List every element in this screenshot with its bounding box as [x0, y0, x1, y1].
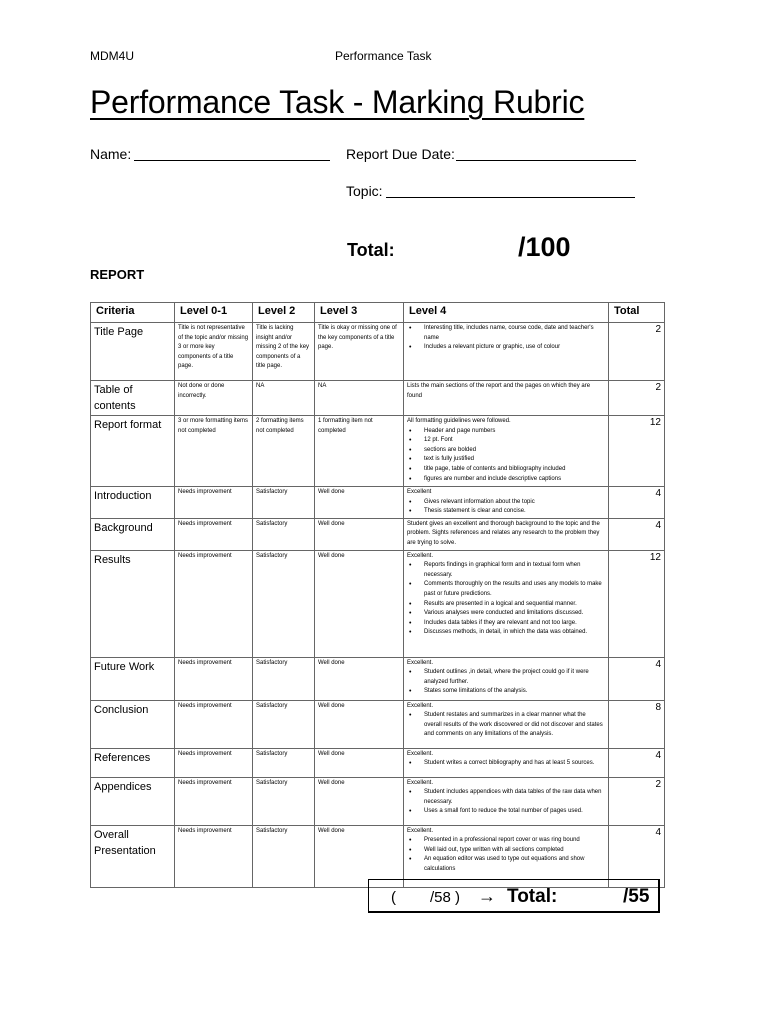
level-4-bullet-list — [407, 427, 605, 485]
level-0-1-cell: Needs improvement — [175, 700, 253, 748]
level-4-cell — [404, 381, 609, 416]
level-4-description: Excellent. — [407, 827, 434, 834]
list-item: • States some limitations of the analysis. — [407, 687, 605, 697]
list-item: • Interesting title, includes name, course code, date and teacher's name — [407, 324, 605, 343]
level-2-cell: NA — [253, 381, 315, 416]
total-cell: 8 — [609, 700, 665, 748]
level-2-cell: Satisfactory — [253, 518, 315, 550]
topic-label: Topic: — [346, 183, 383, 199]
total-cell: 4 — [609, 748, 665, 777]
level-2-cell: Title is lacking insight and/or missing 2 of the key components of a title page. — [253, 323, 315, 381]
list-item: • Thesis statement is clear and concise. — [407, 507, 605, 517]
total-label: Total: — [347, 240, 395, 260]
level-4-cell — [404, 657, 609, 700]
arrow-icon: → — [478, 886, 496, 906]
level-4-description: Student gives an excellent and thorough background to the topic and the problem. Sights references and relates any research to the problem they are trying to solve. — [407, 520, 600, 546]
total-cell: 2 — [609, 323, 665, 381]
document-type: Performance Task — [335, 49, 432, 63]
level-0-1-cell: 3 or more formatting items not completed — [175, 416, 253, 487]
level-0-1-cell: Needs improvement — [175, 777, 253, 825]
criteria-cell: Background — [91, 518, 175, 550]
column-header: Level 0-1 — [175, 303, 253, 323]
total-cell: 4 — [609, 518, 665, 550]
level-3-cell: Title is okay or missing one of the key components of a title page. — [315, 323, 404, 381]
criteria-cell: Overall Presentation — [91, 825, 175, 887]
level-4-bullet-list — [407, 324, 605, 353]
level-4-bullet-list — [407, 498, 605, 517]
criteria-cell: Results — [91, 550, 175, 657]
list-item: • Student writes a correct bibliography and has at least 5 sources. — [407, 759, 605, 769]
level-4-cell — [404, 748, 609, 777]
level-0-1-cell: Needs improvement — [175, 550, 253, 657]
level-4-description: Lists the main sections of the report and the pages on which they are found — [407, 383, 591, 399]
table-row — [91, 777, 665, 825]
total-cell: 4 — [609, 825, 665, 887]
name-label: Name: — [90, 146, 132, 162]
list-item: • Comments thoroughly on the results and uses any models to make past or future predictions. — [407, 580, 605, 599]
list-item: • 12 pt. Font — [407, 436, 605, 446]
list-item: • Includes a relevant picture or graphic, use of colour — [407, 343, 605, 353]
page-title: Performance Task - Marking Rubric — [90, 84, 585, 120]
level-3-cell: Well done — [315, 777, 404, 825]
level-4-cell — [404, 550, 609, 657]
table-row — [91, 487, 665, 519]
level-2-cell: Satisfactory — [253, 748, 315, 777]
level-4-description: Excellent. — [407, 750, 434, 757]
level-3-cell: Well done — [315, 700, 404, 748]
level-3-cell: NA — [315, 381, 404, 416]
level-4-cell — [404, 416, 609, 487]
list-item: • Presented in a professional report cover or was ring bound — [407, 836, 605, 846]
final-total-box — [368, 879, 660, 913]
open-paren: ( — [391, 889, 396, 906]
list-item: • Reports findings in graphical form and in textual form when necessary. — [407, 561, 605, 580]
level-4-cell — [404, 487, 609, 519]
total-value: /100 — [518, 232, 571, 262]
table-row — [91, 748, 665, 777]
level-0-1-cell: Needs improvement — [175, 748, 253, 777]
level-3-cell: 1 formatting item not completed — [315, 416, 404, 487]
level-2-cell: Satisfactory — [253, 487, 315, 519]
list-item: • sections are bolded — [407, 446, 605, 456]
criteria-cell: Table of contents — [91, 381, 175, 416]
table-row — [91, 323, 665, 381]
due-date-label: Report Due Date: — [346, 146, 455, 162]
topic-field[interactable] — [386, 197, 635, 198]
level-4-description: Excellent. — [407, 779, 434, 786]
list-item: • An equation editor was used to type out equations and show calculations — [407, 855, 605, 874]
level-2-cell: Satisfactory — [253, 777, 315, 825]
level-4-cell — [404, 777, 609, 825]
level-3-cell: Well done — [315, 657, 404, 700]
level-4-bullet-list — [407, 711, 605, 740]
level-4-bullet-list — [407, 668, 605, 697]
level-2-cell: Satisfactory — [253, 825, 315, 887]
level-2-cell: 2 formatting items not completed — [253, 416, 315, 487]
column-header: Level 4 — [404, 303, 609, 323]
level-3-cell: Well done — [315, 825, 404, 887]
level-0-1-cell: Needs improvement — [175, 487, 253, 519]
level-0-1-cell: Needs improvement — [175, 518, 253, 550]
list-item: • title page, table of contents and bibliography included — [407, 465, 605, 475]
level-3-cell: Well done — [315, 748, 404, 777]
table-row — [91, 657, 665, 700]
criteria-cell: References — [91, 748, 175, 777]
total-cell: 2 — [609, 381, 665, 416]
name-field[interactable] — [134, 160, 330, 161]
final-total-out-of: /55 — [623, 886, 650, 907]
column-header: Total — [609, 303, 665, 323]
table-row — [91, 825, 665, 887]
table-row — [91, 550, 665, 657]
column-header: Level 3 — [315, 303, 404, 323]
table-row — [91, 416, 665, 487]
list-item: • Student includes appendices with data tables of the raw data when necessary. — [407, 788, 605, 807]
table-row — [91, 381, 665, 416]
level-0-1-cell: Not done or done incorrectly. — [175, 381, 253, 416]
level-2-cell: Satisfactory — [253, 657, 315, 700]
total-cell: 12 — [609, 550, 665, 657]
list-item: • figures are number and include descriptive captions — [407, 475, 605, 485]
list-item: • Student restates and summarizes in a clear manner what the overall results of the work discovered or did not discover and states and comments on any limitations of the analysis. — [407, 711, 605, 740]
level-3-cell: Well done — [315, 550, 404, 657]
list-item: • Includes data tables if they are relevant and not too large. — [407, 619, 605, 629]
level-4-description: Excellent. — [407, 659, 434, 666]
level-4-description: All formatting guidelines were followed. — [407, 418, 511, 424]
total-cell: 12 — [609, 416, 665, 487]
level-2-cell: Satisfactory — [253, 700, 315, 748]
list-item: • Well laid out, type written with all sections completed — [407, 846, 605, 856]
list-item: • Uses a small font to reduce the total number of pages used. — [407, 807, 605, 817]
criteria-cell: Conclusion — [91, 700, 175, 748]
level-4-description: Excellent — [407, 489, 432, 495]
table-row — [91, 518, 665, 550]
final-total-label: Total: — [507, 886, 558, 907]
list-item: • Gives relevant information about the topic — [407, 498, 605, 508]
level-0-1-cell: Needs improvement — [175, 657, 253, 700]
table-header-row — [91, 303, 665, 323]
level-4-bullet-list — [407, 759, 605, 769]
criteria-cell: Report format — [91, 416, 175, 487]
criteria-cell: Introduction — [91, 487, 175, 519]
table-row — [91, 700, 665, 748]
level-4-cell — [404, 518, 609, 550]
score-out-of-58: /58 ) — [430, 889, 461, 906]
level-4-cell — [404, 825, 609, 887]
list-item: • Discusses methods, in detail, in which the data was obtained. — [407, 628, 605, 638]
level-0-1-cell: Needs improvement — [175, 825, 253, 887]
column-header: Criteria — [91, 303, 175, 323]
criteria-cell: Appendices — [91, 777, 175, 825]
level-2-cell: Satisfactory — [253, 550, 315, 657]
total-cell: 4 — [609, 657, 665, 700]
level-3-cell: Well done — [315, 518, 404, 550]
level-0-1-cell: Title is not representative of the topic and/or missing 3 or more key components of a title page. — [175, 323, 253, 381]
total-cell: 4 — [609, 487, 665, 519]
list-item: • Student outlines ,in detail, where the project could go if it were analyzed further. — [407, 668, 605, 687]
list-item: • Results are presented in a logical and sequential manner. — [407, 600, 605, 610]
level-4-cell — [404, 323, 609, 381]
list-item: • Various analyses were conducted and limitations discussed. — [407, 609, 605, 619]
rubric-table — [90, 302, 665, 888]
due-date-field[interactable] — [456, 160, 636, 161]
level-4-description: Excellent. — [407, 702, 434, 709]
criteria-cell: Title Page — [91, 323, 175, 381]
column-header: Level 2 — [253, 303, 315, 323]
level-3-cell: Well done — [315, 487, 404, 519]
level-4-description: Excellent. — [407, 552, 434, 559]
level-4-bullet-list — [407, 836, 605, 874]
section-label: REPORT — [90, 267, 145, 282]
list-item: • text is fully justified — [407, 455, 605, 465]
criteria-cell: Future Work — [91, 657, 175, 700]
level-4-cell — [404, 700, 609, 748]
list-item: • Header and page numbers — [407, 427, 605, 437]
total-cell: 2 — [609, 777, 665, 825]
course-code: MDM4U — [90, 49, 134, 63]
level-4-bullet-list — [407, 561, 605, 638]
level-4-bullet-list — [407, 788, 605, 817]
